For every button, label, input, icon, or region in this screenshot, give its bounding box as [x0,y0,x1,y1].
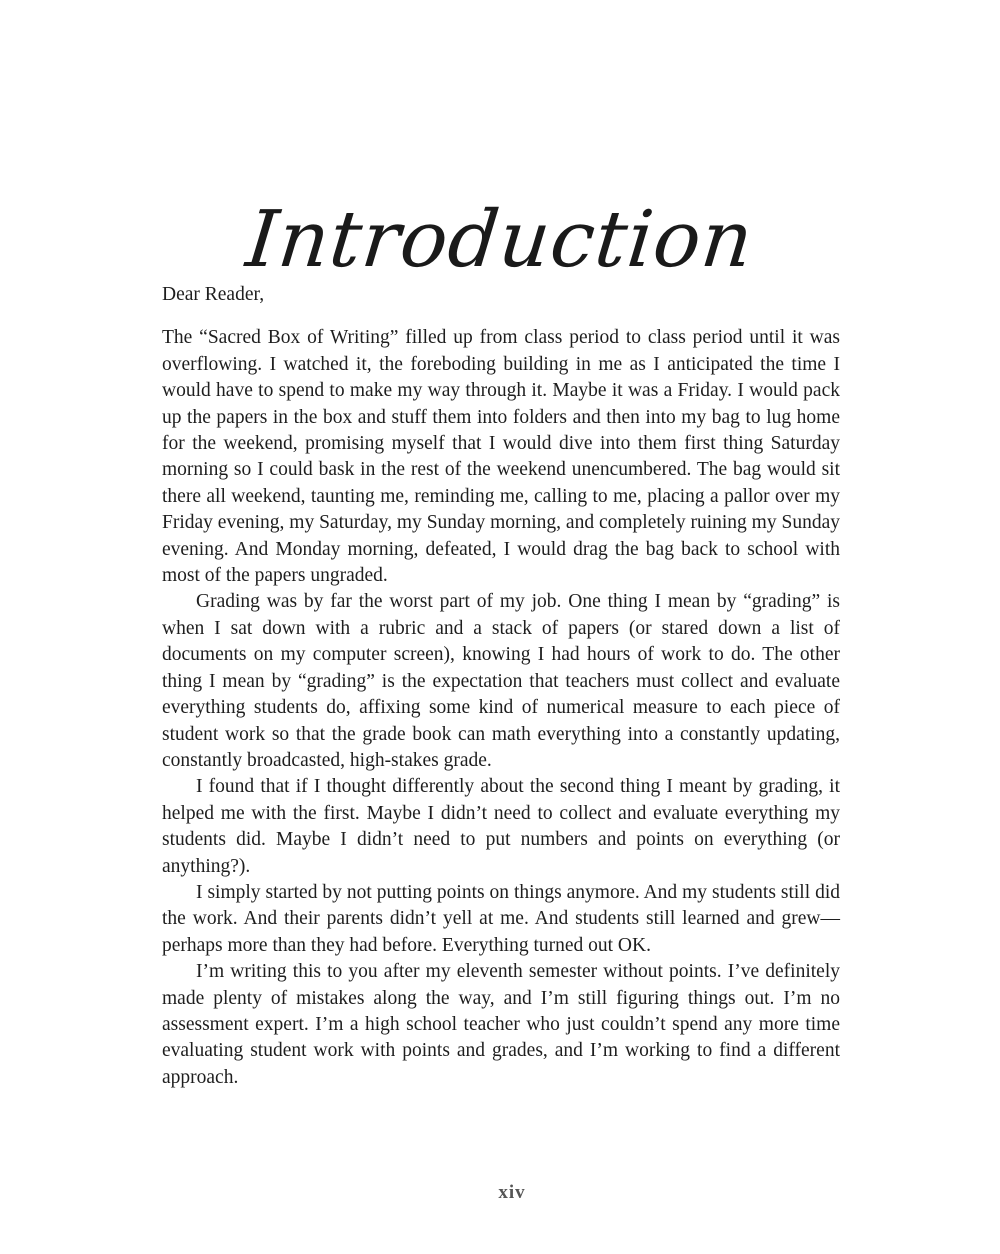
salutation: Dear Reader, [162,284,265,305]
paragraph-1: The “Sacred Box of Writing” filled up from class period to class period until it was overflowing. I watched it, the foreboding building in me as I anticipated the time I would have to spend to make my way through it. Maybe it was a Friday. I would pack up the papers in the box and stuff them into folders and then into my bag to lug home for the weekend, promising myself that I would dive into them first thing Saturday morning so I could bask in the rest of the weekend unencumbered. The bag would sit there all weekend, taunting me, reminding me, calling to me, placing a pallor over my Friday evening, my Saturday, my Sunday morning, and completely ruining my Sunday evening. And Monday morning, defeated, I would drag the bag back to school with most of the papers ungraded. [162,327,840,587]
paragraph-3: I found that if I thought differently about the second thing I meant by grading, it helped me with the first. Maybe I didn’t need to collect and evaluate everything my students did. Maybe I didn’t need to put numbers and points on everything (or anything?). [162,776,840,877]
paragraph-2: Grading was by far the worst part of my job. One thing I mean by “grading” is when I sat down with a rubric and a stack of papers (or stared down a list of documents on my computer screen), knowing I had hours of work to do. The other thing I mean by “grading” is the expectation that teachers must collect and evaluate everything students do, affixing some kind of numerical measure to each piece of student work so that the grade book can math everything into a constantly updating, constantly broadcasted, high-stakes grade. [162,591,840,771]
letter-body [162,282,840,1091]
paragraph-4: I simply started by not putting points on things anymore. And my students still did the work. And their parents didn’t yell at me. And students still learned and grew—perhaps more than they had before. Everything turned out OK. [162,881,840,956]
chapter-title: Introduction [242,195,758,286]
page-number: xiv [498,1182,526,1203]
paragraph-5: I’m writing this to you after my eleventh semester without points. I’ve definitely made plenty of mistakes along the way, and I’m still figuring things out. I’m no assessment expert. I’m a high school teacher who just couldn’t spend any more time evaluating student work with points and grades, and I’m working to find a different approach. [162,961,840,1088]
